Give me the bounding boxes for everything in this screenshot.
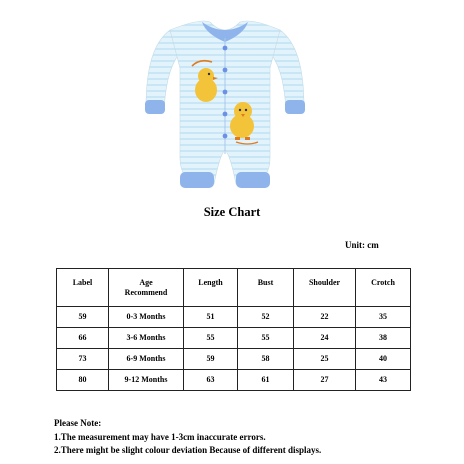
cell-bust: 61 [238,370,294,391]
header-crotch: Crotch [356,269,411,307]
cell-crotch: 43 [356,370,411,391]
romper-illustration [140,8,310,198]
note-line-2: 2.There might be slight colour deviation Because of different displays. [54,445,322,455]
size-table [56,268,411,391]
cell-age: 9-12 Months [109,370,184,391]
cell-age: 3-6 Months [109,328,184,349]
cell-length: 55 [184,328,238,349]
cell-label: 80 [57,370,109,391]
cell-shoulder: 27 [294,370,356,391]
cell-age: 0-3 Months [109,307,184,328]
table-row [57,370,411,391]
cell-length: 51 [184,307,238,328]
product-image [140,8,310,198]
cell-crotch: 38 [356,328,411,349]
header-bust: Bust [238,269,294,307]
cell-length: 59 [184,349,238,370]
cell-shoulder: 25 [294,349,356,370]
note-line-1: 1.The measurement may have 1-3cm inaccurate errors. [54,431,266,442]
cell-label: 66 [57,328,109,349]
header-length: Length [184,269,238,307]
cell-crotch: 35 [356,307,411,328]
table-header-row [57,269,411,307]
header-label: Label [57,269,109,307]
cell-label: 73 [57,349,109,370]
cell-shoulder: 22 [294,307,356,328]
unit-label: Unit: cm [345,240,379,250]
cell-shoulder: 24 [294,328,356,349]
cell-bust: 55 [238,328,294,349]
header-age-recommend: Age Recommend [109,269,184,307]
header-shoulder: Shoulder [294,269,356,307]
table-row [57,328,411,349]
notes-heading: Please Note: [54,418,102,428]
table-row [57,307,411,328]
cell-age: 6-9 Months [109,349,184,370]
notes-section [54,417,321,458]
table-row [57,349,411,370]
cell-bust: 52 [238,307,294,328]
cell-label: 59 [57,307,109,328]
cell-crotch: 40 [356,349,411,370]
cell-length: 63 [184,370,238,391]
size-chart-title: Size Chart [203,205,261,219]
cell-bust: 58 [238,349,294,370]
